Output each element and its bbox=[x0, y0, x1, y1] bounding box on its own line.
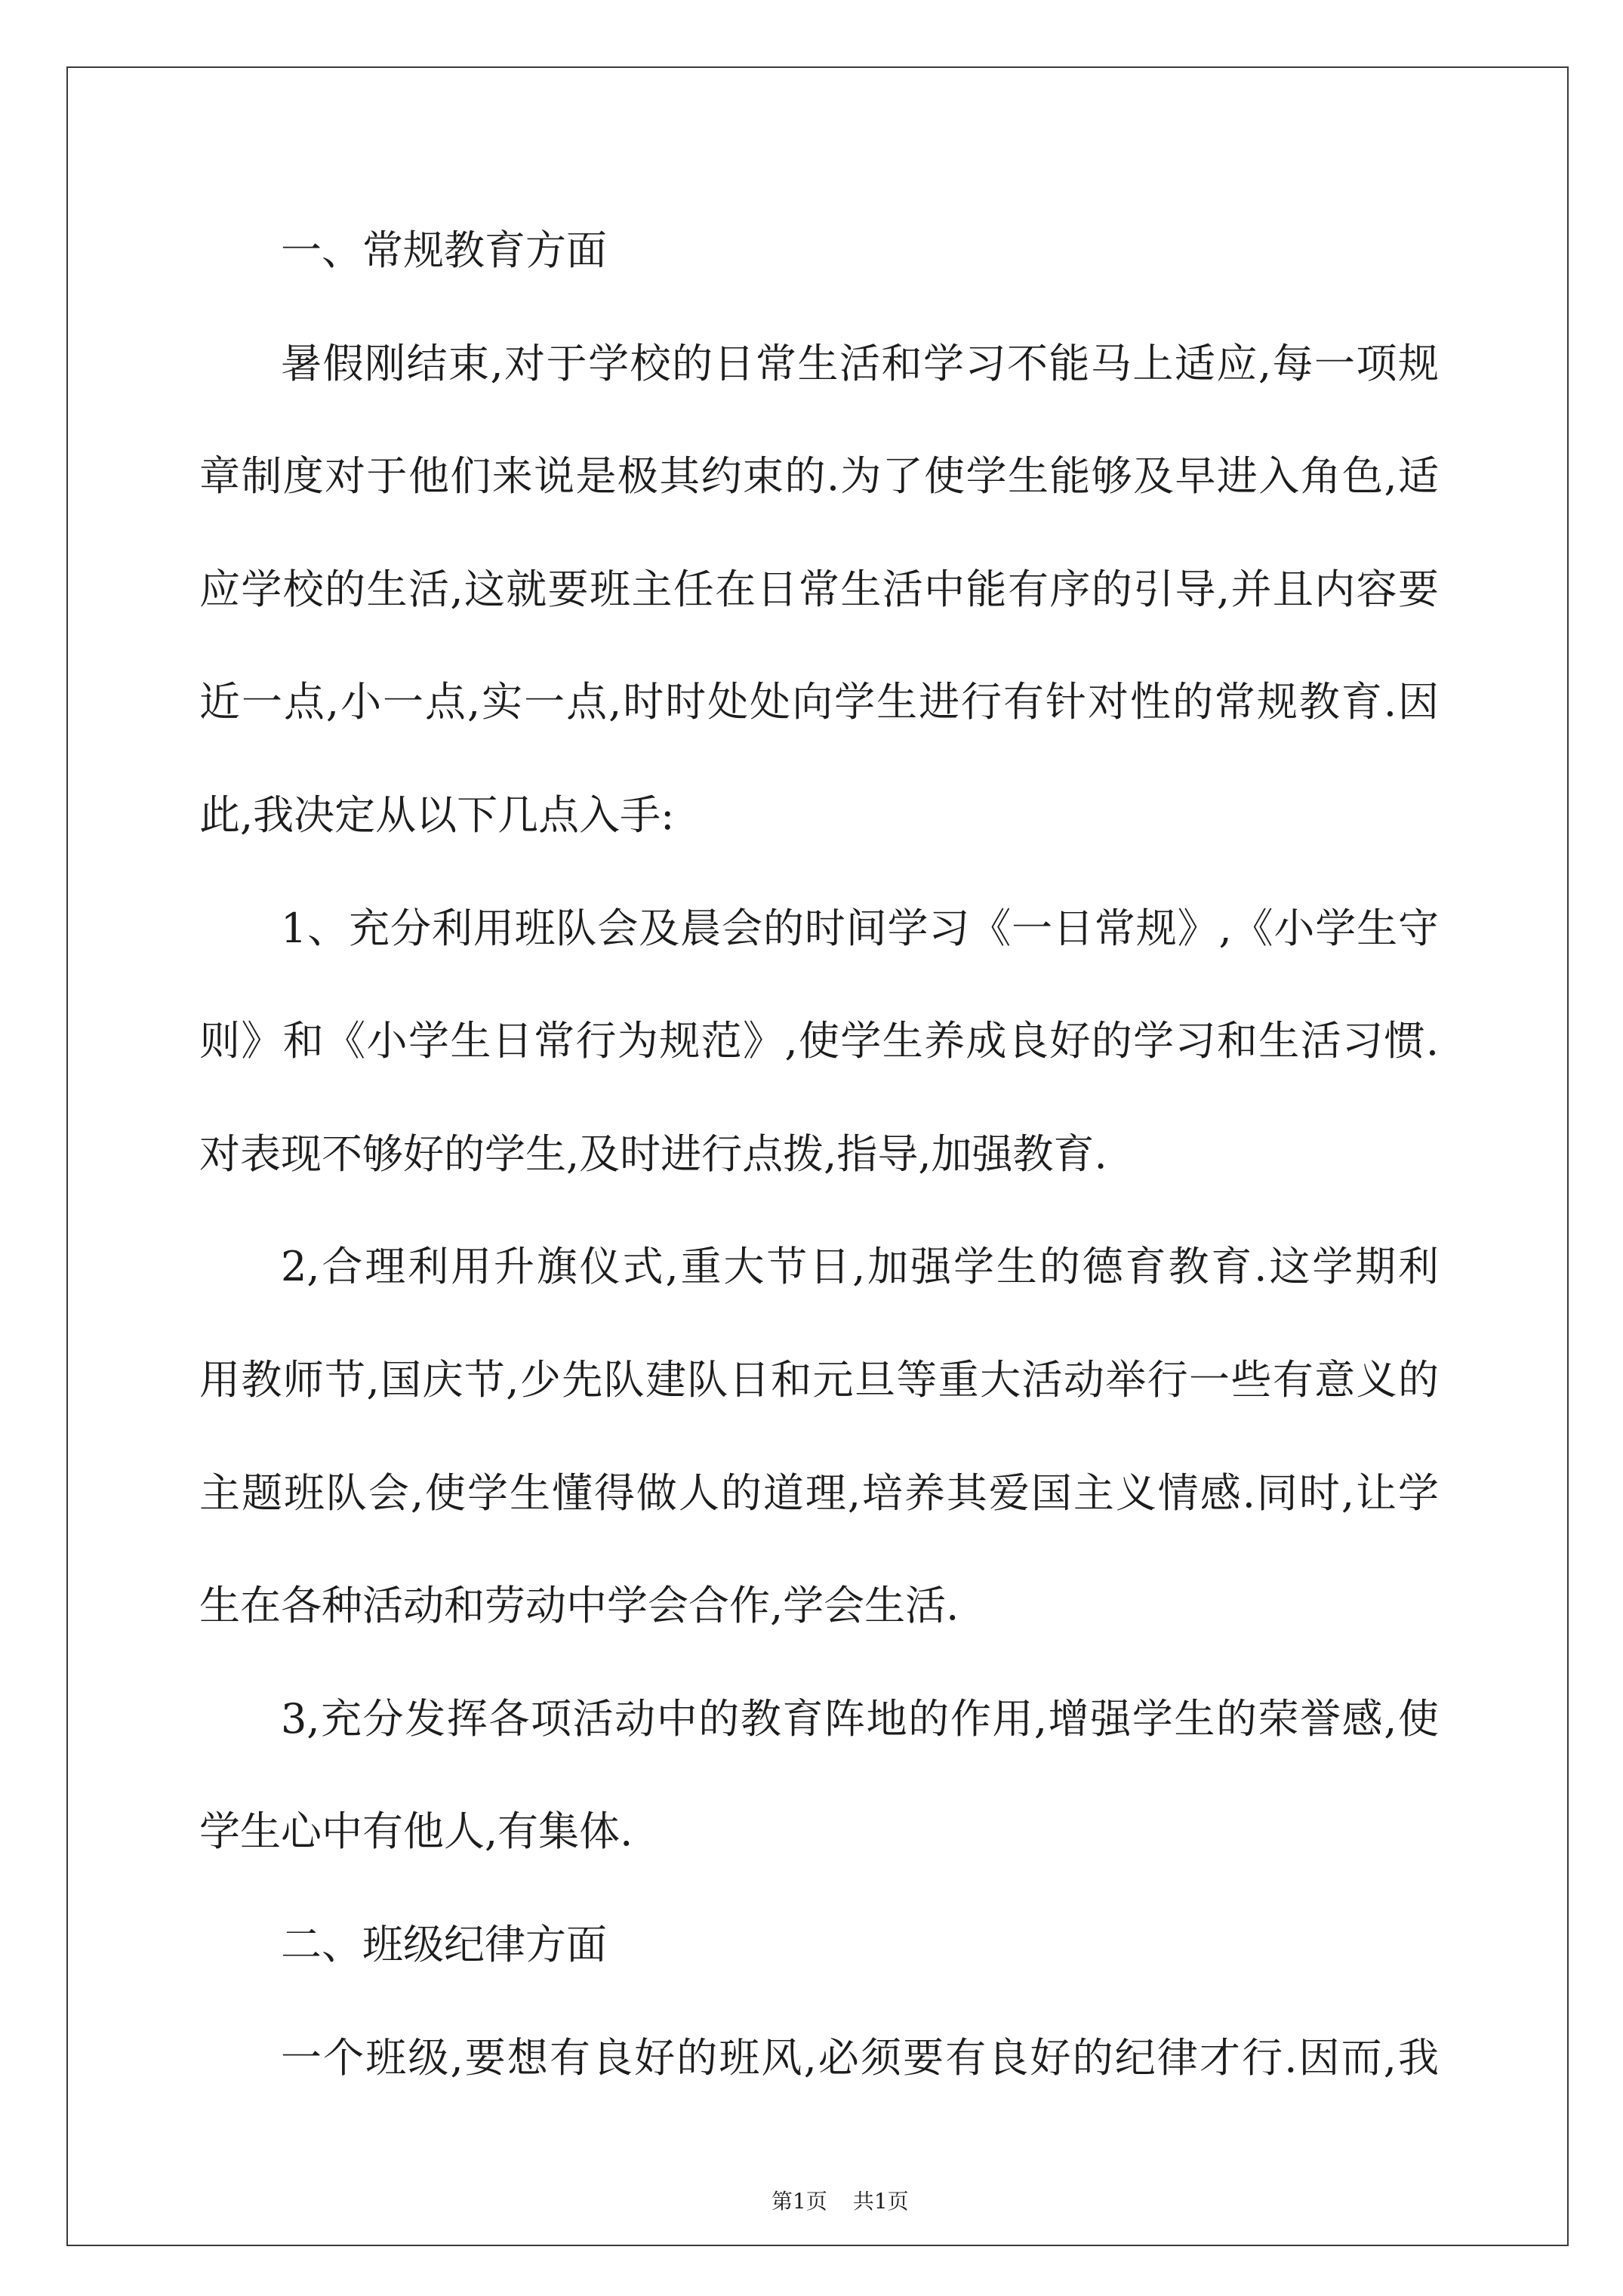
paragraph-line: 章制度对于他们来说是极其约束的.为了使学生能够及早进入角色,适 bbox=[199, 452, 1439, 501]
paragraph-line: 用教师节,国庆节,少先队建队日和元旦等重大活动举行一些有意义的 bbox=[199, 1355, 1439, 1404]
paragraph-line: 1、充分利用班队会及晨会的时间学习《一日常规》,《小学生守 bbox=[281, 904, 1439, 952]
section-heading: 二、班级纪律方面 bbox=[281, 1920, 607, 1968]
paragraph-line: 2,合理利用升旗仪式,重大节日,加强学生的德育教育.这学期利 bbox=[281, 1243, 1439, 1291]
paragraph-line: 主题班队会,使学生懂得做人的道理,培养其爱国主义情感.同时,让学 bbox=[199, 1469, 1439, 1517]
paragraph-line: 暑假刚结束,对于学校的日常生活和学习不能马上适应,每一项规 bbox=[281, 339, 1439, 387]
paragraph bbox=[199, 1210, 1439, 1662]
paragraph bbox=[199, 307, 1439, 872]
document-body bbox=[199, 194, 1439, 2114]
current-page-label: 第1页 bbox=[771, 2189, 827, 2214]
paragraph-line: 生在各种活动和劳动中学会合作,学会生活. bbox=[199, 1582, 959, 1630]
paragraph bbox=[199, 1663, 1439, 1888]
total-pages-label: 共1页 bbox=[852, 2189, 909, 2214]
page-footer bbox=[771, 2187, 909, 2217]
paragraph-line: 一个班级,要想有良好的班风,必须要有良好的纪律才行.因而,我 bbox=[281, 2033, 1439, 2082]
paragraph bbox=[199, 872, 1439, 1211]
paragraph-line: 应学校的生活,这就要班主任在日常生活中能有序的引导,并且内容要 bbox=[199, 565, 1439, 613]
paragraph-line: 3,充分发挥各项活动中的教育阵地的作用,增强学生的荣誉感,使 bbox=[281, 1694, 1439, 1743]
paragraph-line: 近一点,小一点,实一点,时时处处向学生进行有针对性的常规教育.因 bbox=[199, 678, 1439, 726]
paragraph-line: 对表现不够好的学生,及时进行点拨,指导,加强教育. bbox=[199, 1130, 1107, 1178]
paragraph-line: 则》和《小学生日常行为规范》,使学生养成良好的学习和生活习惯. bbox=[199, 1017, 1439, 1065]
section-heading: 一、常规教育方面 bbox=[281, 227, 607, 274]
paragraph-line: 此,我决定从以下几点入手: bbox=[199, 791, 675, 839]
paragraph bbox=[199, 2002, 1439, 2115]
paragraph-line: 学生心中有他人,有集体. bbox=[199, 1808, 633, 1856]
